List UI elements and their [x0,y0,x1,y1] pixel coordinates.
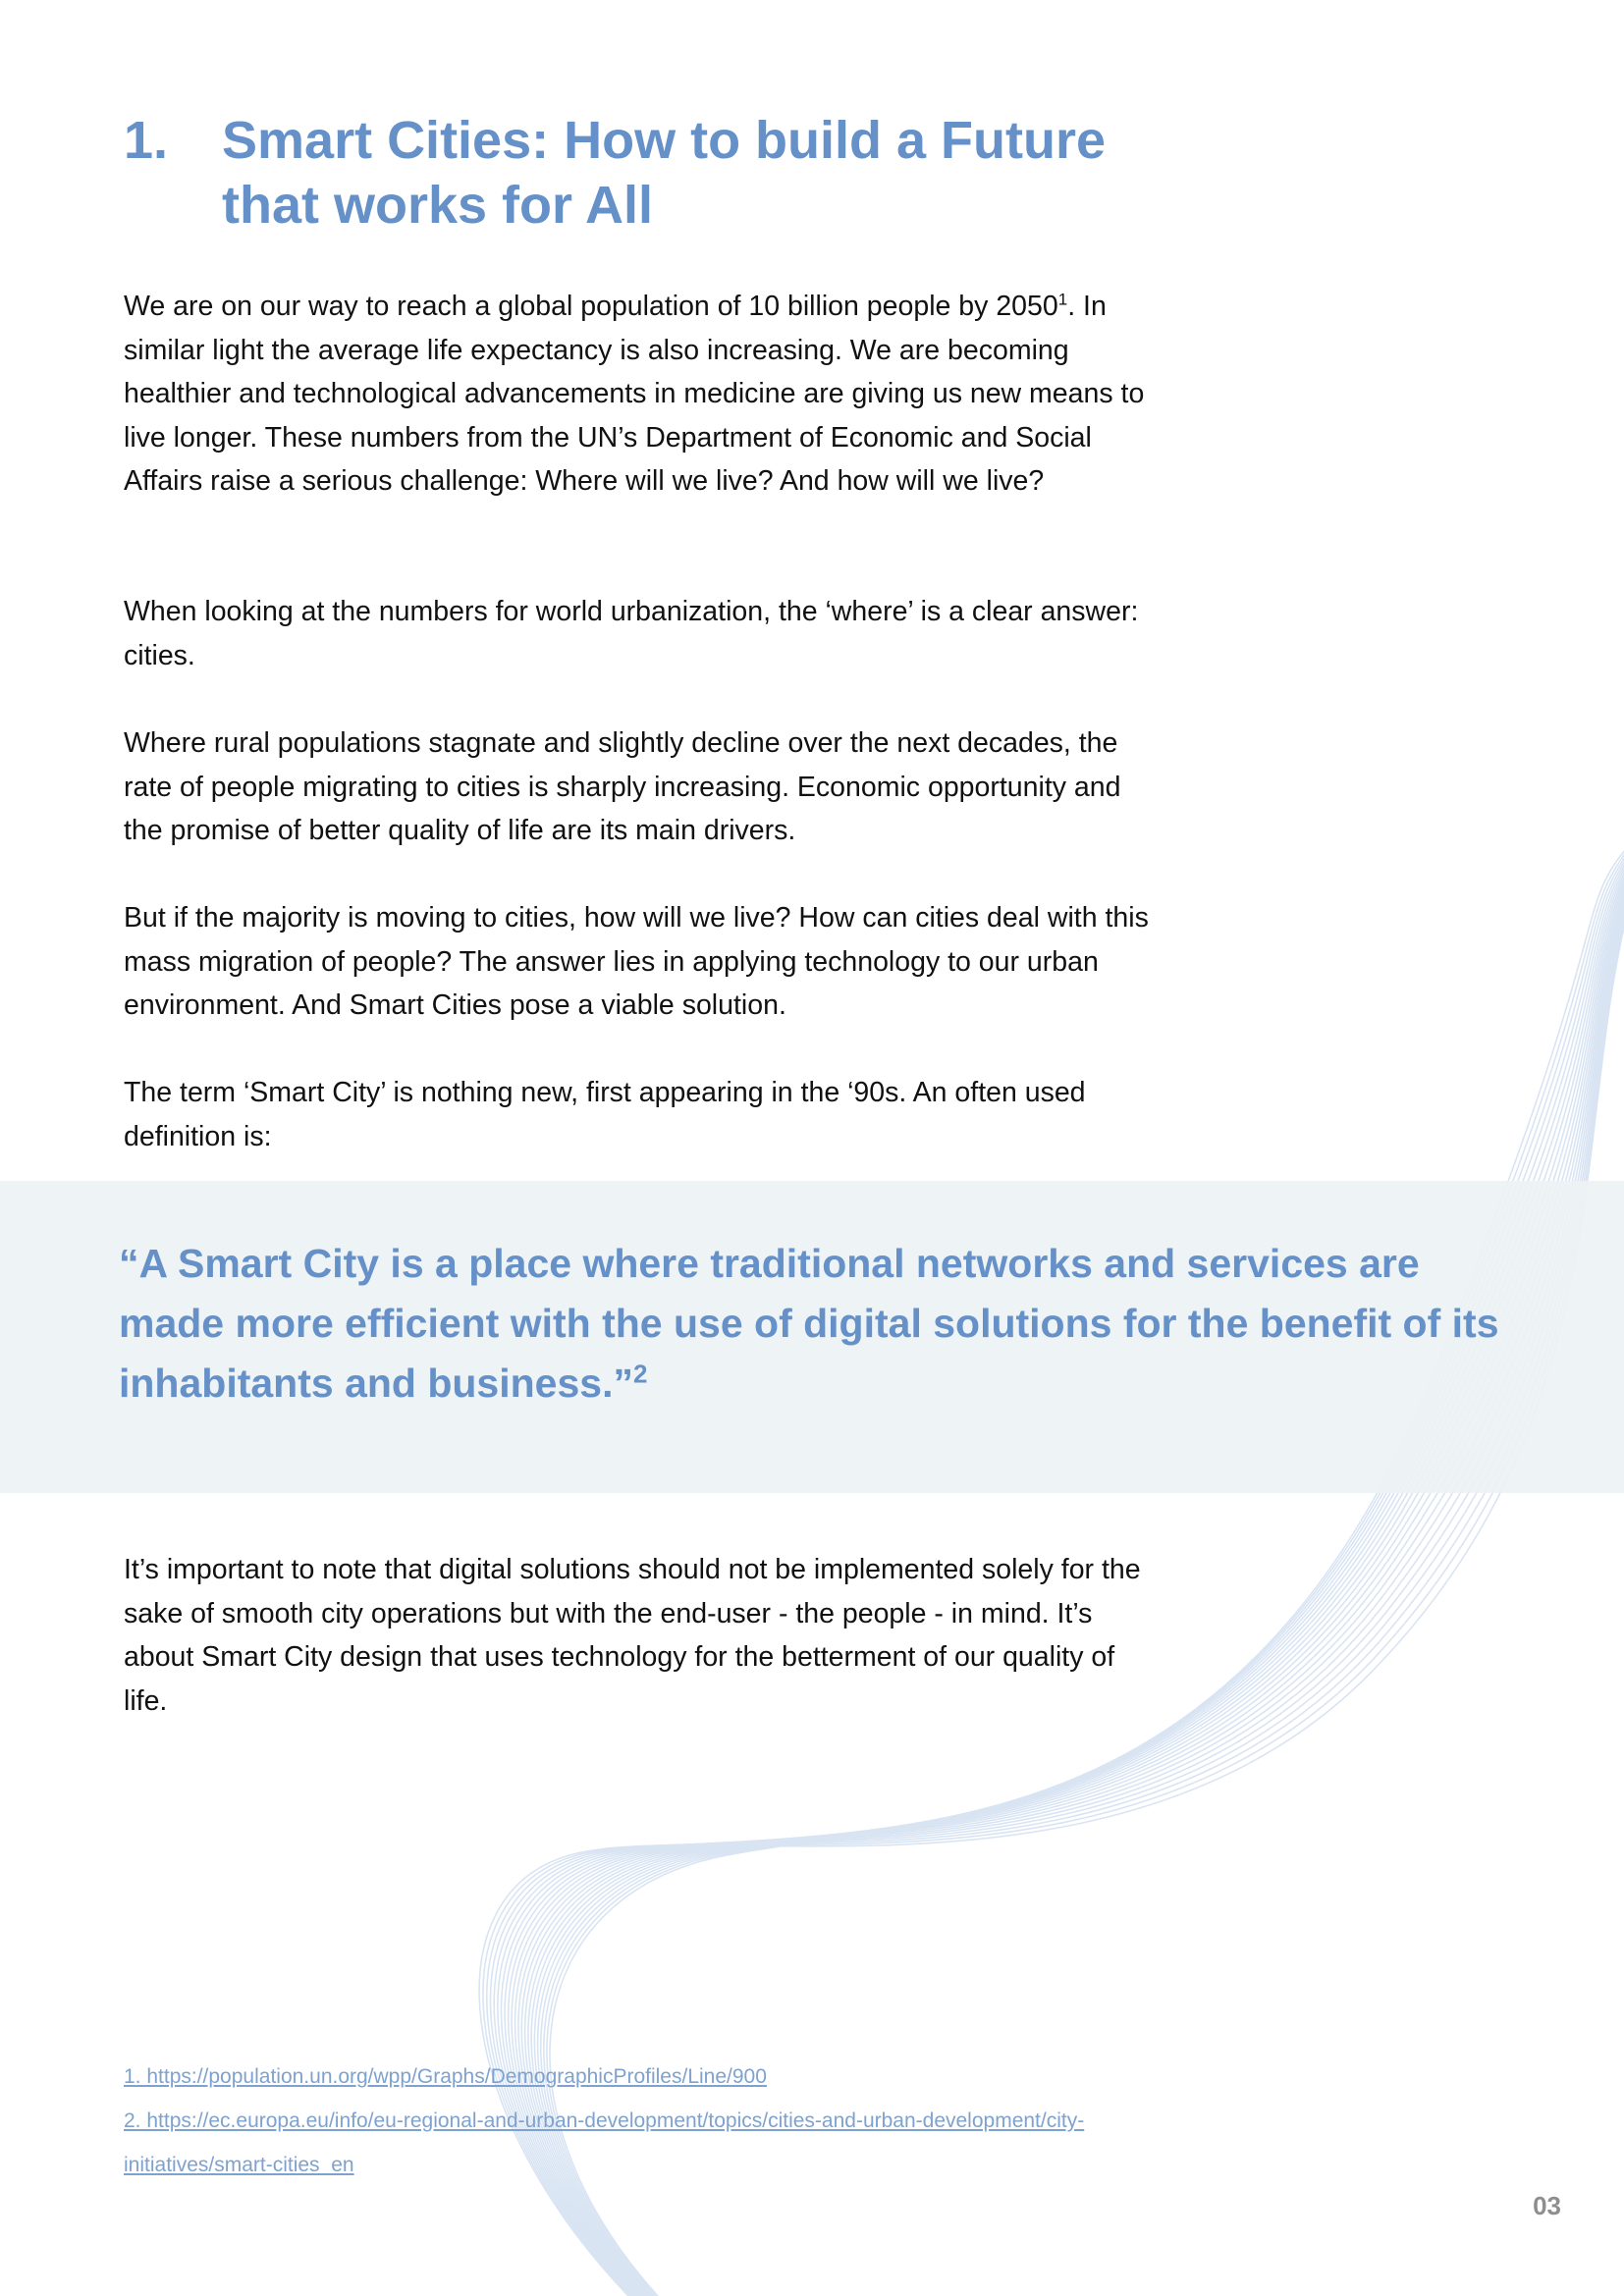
footnotes [124,2055,1204,2187]
paragraph-urbanization: When looking at the numbers for world urbanization, the ‘where’ is a clear answer: cities. [124,596,1139,671]
definition-quote [119,1234,1513,1414]
section-number: 1. [124,111,169,170]
footnote-link-2[interactable]: 2. https://ec.europa.eu/info/eu-regional-and-urban-development/topics/cities-and-urban-development/city-initiatives/smart-cities_en [124,2109,1085,2176]
section-title: Smart Cities: How to build a Future that works for All [222,111,1107,235]
paragraph-population [124,285,1164,504]
paragraph-definition-intro: The term ‘Smart City’ is nothing new, first appearing in the ‘90s. An often used definition is: [124,1077,1086,1152]
page-title [124,108,1204,238]
paragraph-population-text: We are on our way to reach a global population of 10 billion people by 2050 [124,291,1058,322]
page-number: 03 [1533,2191,1561,2220]
paragraph-technology: But if the majority is moving to cities, how will we live? How can cities deal with this mass migration of people? The answer lies in applying technology to our urban environment. And Smart Cities pose a viable solution. [124,902,1149,1021]
definition-quote-text: “A Smart City is a place where traditional networks and services are made more efficient with the use of digital solutions for the benefit of its inhabitants and business.” [119,1241,1499,1406]
footnote-link-1[interactable]: 1. https://population.un.org/wpp/Graphs/DemographicProfiles/Line/900 [124,2065,767,2088]
paragraph-end-user: It’s important to note that digital solutions should not be implemented solely for the sake of smooth city operations but with the end-user - the people - in mind. It’s about Smart City design that uses technology for the betterment of our quality of life. [124,1554,1141,1717]
footnote-ref-1: 1 [1057,290,1068,309]
paragraph-migration: Where rural populations stagnate and slightly decline over the next decades, the rate of people migrating to cities is sharply increasing. Economic opportunity and the promise of better quality of life are its main drivers. [124,727,1121,846]
paragraph-population-rest: . In similar light the average life expectancy is also increasing. We are becoming healthier and technological advancements in medicine are giving us new means to live longer. These numbers from the UN’s Department of Economic and Social Affairs raise a serious challenge: Where will we live? And how will we live? [124,291,1145,497]
footnote-ref-2: 2 [632,1359,648,1389]
